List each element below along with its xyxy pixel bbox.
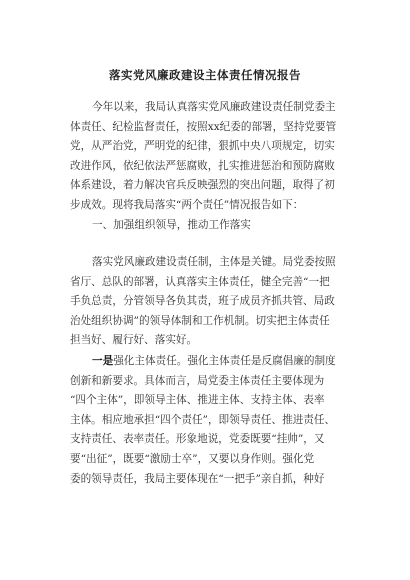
body-paragraph: [70, 352, 348, 489]
text-line: 治处组织协调”的领导体制和工作机制。切实把主体责任: [70, 314, 330, 327]
text-line: [70, 352, 348, 372]
text-line: 体系建设，着力解决官兵反映强烈的突出问题，取得了初: [70, 179, 335, 192]
text-line: “四个主体”，即领导主体、推进主体、支持主体、表率: [70, 394, 325, 407]
text-line: 党，从严治党，严明党的纪律，狠抓中央八项规定，切实: [70, 140, 335, 153]
text-line: 落实党风廉政建设责任制，主体是关键。局党委按照: [92, 256, 336, 268]
section-heading-text: 一、加强组织领导，推动工作落实: [92, 219, 251, 231]
text-line-rest: 强化主体责任。强化主体责任是反腐倡廉的制度: [113, 355, 336, 367]
body-paragraph: [70, 253, 348, 351]
text-line: 要“出征”，既要“激励士卒”，又要以身作则。强化党: [70, 452, 315, 465]
text-line: 支持责任、表率责任。形象地说，党委既要“挂帅”，又: [70, 433, 325, 446]
document-title: 落实党风廉政建设主体责任情况报告: [109, 68, 301, 82]
text-line: 创新和新要求。具体而言，局党委主体责任主要体现为: [70, 374, 325, 387]
text-line: 委的领导责任，我局主要体现在“一把手”亲自抓，种好: [70, 472, 325, 485]
text-line: 体责任、纪检监督责任，按照xx纪委的部署，坚持党要管: [70, 120, 337, 133]
section-heading: [70, 216, 348, 236]
text-line: 步成效。现将我局落实“两个责任”情况报告如下：: [70, 198, 304, 211]
emphasis-text: 一是: [92, 355, 114, 367]
text-line: 主体。相应地承担“四个责任”，即领导责任、推进责任、: [70, 413, 336, 426]
text-line: 改进作风，依纪依法严惩腐败，扎实推进惩治和预防腐败: [70, 159, 335, 172]
text-line: 担当好、履行好、落实好。: [70, 334, 198, 347]
text-line: 今年以来，我局认真落实党风廉政建设责任制党委主: [92, 101, 336, 113]
text-line: 手负总责，分管领导各负其责，班子成员齐抓共管、局政: [70, 295, 335, 308]
intro-paragraph: [70, 98, 348, 216]
text-line: 省厅、总队的部署，认真落实主体责任，健全完善“一把: [70, 275, 330, 288]
